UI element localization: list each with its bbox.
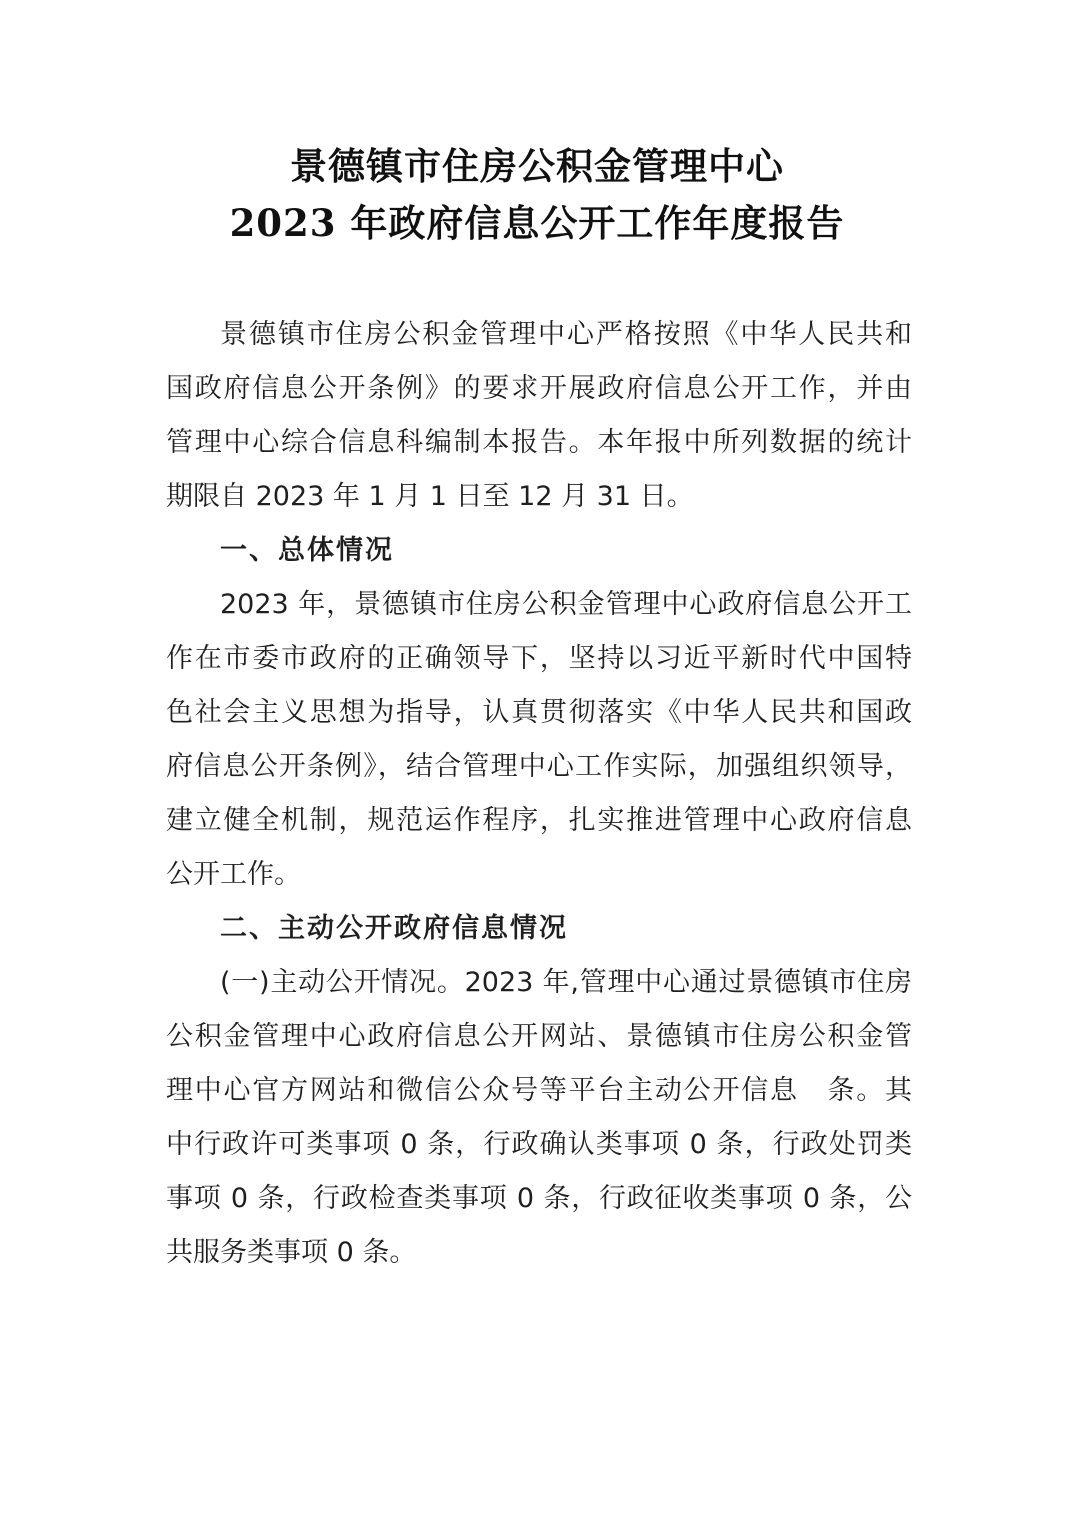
section-2-heading: 二、主动公开政府信息情况 [220, 913, 568, 944]
section-2-line: 理中心官方网站和微信公众号等平台主动公开信息 条。其 [166, 1075, 912, 1106]
intro-line: 国政府信息公开条例》的要求开展政府信息公开工作，并由 [166, 373, 912, 404]
section-2-line: 中行政许可类事项 0 条，行政确认类事项 0 条，行政处罚类 [166, 1129, 912, 1160]
section-1-line: 公开工作。 [166, 859, 301, 890]
section-2-line: 公积金管理中心政府信息公开网站、景德镇市住房公积金管 [166, 1021, 912, 1052]
intro-line: 管理中心综合信息科编制本报告。本年报中所列数据的统计 [166, 427, 912, 458]
section-2-line: 事项 0 条，行政检查类事项 0 条，行政征收类事项 0 条，公 [166, 1183, 912, 1214]
section-1-line: 色社会主义思想为指导，认真贯彻落实《中华人民共和国政 [166, 697, 912, 728]
section-1-line: 府信息公开条例》，结合管理中心工作实际，加强组织领导， [166, 751, 912, 782]
section-1-heading: 一、总体情况 [220, 535, 394, 566]
section-1-line: 作在市委市政府的正确领导下，坚持以习近平新时代中国特 [166, 643, 912, 674]
section-2-line: 共服务类事项 0 条。 [166, 1237, 417, 1268]
section-1-line: 建立健全机制，规范运作程序，扎实推进管理中心政府信息 [166, 805, 912, 836]
report-title-line-2: 2023 年政府信息公开工作年度报告 [229, 201, 845, 245]
section-1-line: 2023 年，景德镇市住房公积金管理中心政府信息公开工 [220, 589, 912, 620]
report-title-line-1: 景德镇市住房公积金管理中心 [290, 144, 784, 188]
intro-line: 期限自 2023 年 1 月 1 日至 12 月 31 日。 [166, 481, 694, 512]
section-2-line: (一)主动公开情况。2023 年,管理中心通过景德镇市住房 [220, 967, 912, 998]
intro-line: 景德镇市住房公积金管理中心严格按照《中华人民共和 [220, 319, 912, 350]
